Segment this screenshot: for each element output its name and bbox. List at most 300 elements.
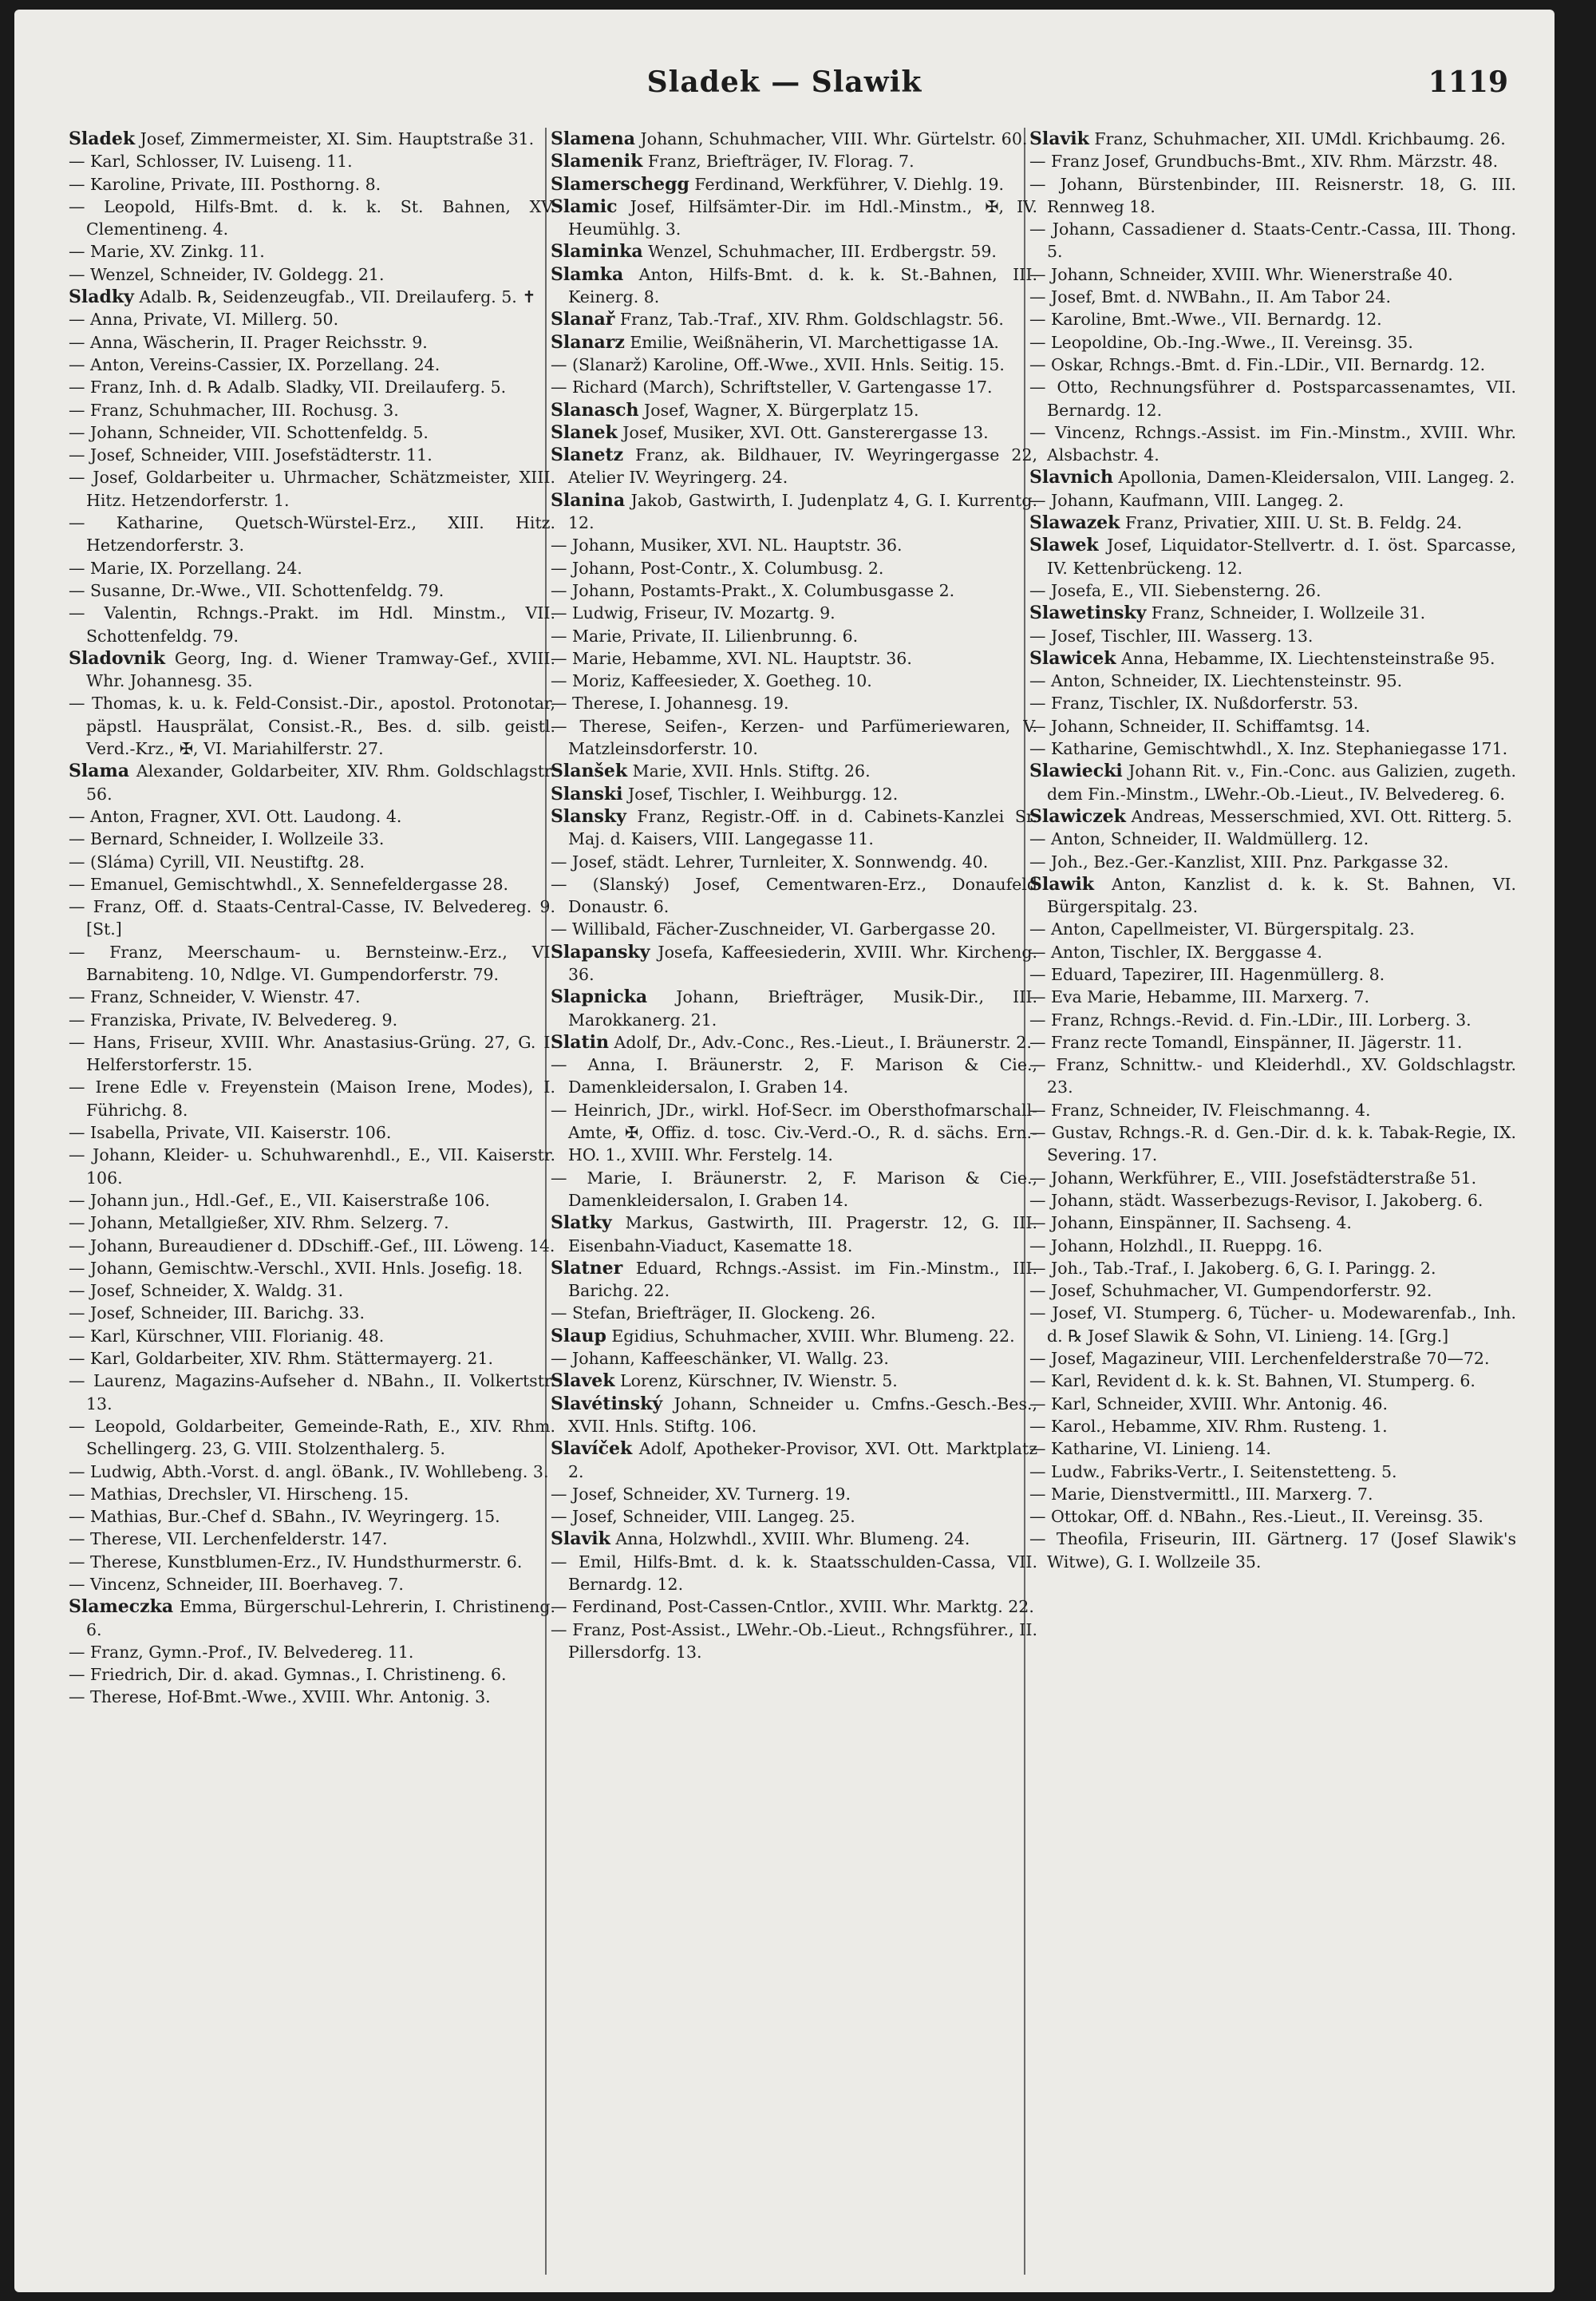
entry-text: — Franz, Rchngs.-Revid. d. Fin.-LDir., III. Lorberg. 3. bbox=[1029, 1010, 1472, 1030]
directory-entry bbox=[69, 331, 555, 354]
directory-entry bbox=[1029, 963, 1516, 986]
entry-text: Josef, Hilfsämter-Dir. im Hdl.-Minstm., ✠, IV. Heumühlg. 3. bbox=[568, 196, 1037, 239]
page-header bbox=[14, 65, 1555, 113]
entry-text: Ferdinand, Werkführer, V. Diehlg. 19. bbox=[689, 174, 1005, 194]
entry-text: — Anton, Tischler, IX. Berggasse 4. bbox=[1029, 942, 1322, 962]
entry-text: — Josef, Schneider, XV. Turnerg. 19. bbox=[551, 1484, 851, 1504]
directory-entry bbox=[1029, 873, 1516, 919]
directory-entry bbox=[69, 376, 555, 398]
entry-text: — Johann, Kleider- u. Schuhwarenhdl., E., VII. Kaiserstr. 106. bbox=[69, 1145, 555, 1188]
entry-text: — Vincenz, Rchngs.-Assist. im Fin.-Minstm., XVIII. Whr. Alsbachstr. 4. bbox=[1029, 422, 1516, 465]
entry-surname: Slawiczek bbox=[1029, 805, 1126, 827]
directory-entry bbox=[551, 331, 1037, 354]
entry-text: — Anton, Capellmeister, VI. Bürgerspitalg. 23. bbox=[1029, 919, 1415, 939]
entry-text: — Theofila, Friseurin, III. Gärtnerg. 17 (Josef Slawik's Witwe), G. I. Wollzeile 35. bbox=[1029, 1529, 1516, 1572]
entry-text: Emma, Bürgerschul-Lehrerin, I. Christineng. 6. bbox=[86, 1597, 555, 1639]
entry-text: Josef, Musiker, XVI. Ott. Gansterergasse 13. bbox=[617, 422, 989, 442]
entry-text: — Anna, Wäscherin, II. Prager Reichsstr. 9. bbox=[69, 332, 428, 352]
directory-entry bbox=[69, 354, 555, 376]
directory-entry bbox=[69, 1595, 555, 1641]
directory-entry bbox=[1029, 1235, 1516, 1257]
directory-entry bbox=[69, 240, 555, 263]
directory-entry bbox=[1029, 1167, 1516, 1189]
directory-entry bbox=[1029, 737, 1516, 760]
entry-text: — Karoline, Bmt.-Wwe., VII. Bernardg. 12. bbox=[1029, 310, 1382, 330]
entry-text: — Leopoldine, Ob.-Ing.-Wwe., II. Vereinsg. 35. bbox=[1029, 332, 1413, 352]
directory-entry bbox=[551, 805, 1037, 851]
entry-text: — Ludwig, Abth.-Vorst. d. angl. öBank., IV. Wohllebeng. 3. bbox=[69, 1461, 549, 1481]
entry-surname: Slavíček bbox=[551, 1438, 633, 1460]
directory-entry bbox=[1029, 1483, 1516, 1505]
directory-entry bbox=[551, 1325, 1037, 1347]
directory-entry bbox=[551, 263, 1037, 309]
directory-entry bbox=[1029, 579, 1516, 602]
entry-text: — Franz, Gymn.-Prof., IV. Belvedereg. 11. bbox=[69, 1642, 414, 1662]
entry-text: — Heinrich, JDr., wirkl. Hof-Secr. im Obersthofmarschall-Amte, ✠, Offiz. d. tosc. Civ.-Verd.-O., R. d. sächs. Ern.-HO. 1., XVIII. Whr. Ferstelg. 14. bbox=[551, 1100, 1037, 1165]
entry-text: Jakob, Gastwirth, I. Judenplatz 4, G. I. Kurrentg. 12. bbox=[568, 490, 1037, 533]
entry-text: — Johann, Holzhdl., II. Rueppg. 16. bbox=[1029, 1236, 1323, 1255]
entry-text: — Gustav, Rchngs.-R. d. Gen.-Dir. d. k. k. Tabak-Regie, IX. Severing. 17. bbox=[1029, 1123, 1516, 1165]
directory-entry bbox=[551, 1393, 1037, 1438]
entry-surname: Slavétinský bbox=[551, 1393, 663, 1414]
entry-text: — Wenzel, Schneider, IV. Goldegg. 21. bbox=[69, 264, 385, 284]
entry-text: — Johann, Schneider, XVIII. Whr. Wienerstraße 40. bbox=[1029, 264, 1453, 284]
directory-entry bbox=[69, 399, 555, 421]
entry-text: — Josef, städt. Lehrer, Turnleiter, X. Sonnwendg. 40. bbox=[551, 852, 989, 872]
column-2 bbox=[551, 128, 1037, 2283]
entry-text: — Stefan, Briefträger, II. Glockeng. 26. bbox=[551, 1303, 876, 1323]
entry-surname: Slawiecki bbox=[1029, 761, 1123, 782]
entry-text: — Marie, XV. Zinkg. 11. bbox=[69, 242, 265, 262]
directory-entry bbox=[69, 1505, 555, 1528]
directory-entry bbox=[69, 805, 555, 828]
directory-entry bbox=[69, 1212, 555, 1234]
entry-text: — Josef, Schneider, X. Waldg. 31. bbox=[69, 1281, 344, 1301]
page-number: 1119 bbox=[1428, 65, 1508, 99]
directory-entry bbox=[551, 1257, 1037, 1303]
entry-text: — (Slanský) Josef, Cementwaren-Erz., Donaufeld Donaustr. 6. bbox=[551, 874, 1037, 917]
entry-text: — Willibald, Fächer-Zuschneider, VI. Garbergasse 20. bbox=[551, 919, 997, 939]
directory-entry bbox=[69, 1009, 555, 1031]
directory-entry bbox=[551, 1031, 1037, 1054]
directory-entry bbox=[69, 828, 555, 850]
directory-entry bbox=[69, 579, 555, 602]
entry-surname: Slanek bbox=[551, 421, 618, 443]
entry-text: — Anton, Schneider, IX. Liechtensteinstr. 95. bbox=[1029, 671, 1403, 691]
directory-entry bbox=[551, 692, 1037, 714]
directory-entry bbox=[551, 444, 1037, 489]
directory-entry bbox=[551, 128, 1037, 150]
directory-entry bbox=[551, 760, 1037, 782]
directory-entry bbox=[1029, 1257, 1516, 1279]
entry-text: — Karol., Hebamme, XIV. Rhm. Rusteng. 1. bbox=[1029, 1416, 1388, 1436]
directory-entry bbox=[69, 1641, 555, 1663]
directory-entry bbox=[69, 286, 555, 308]
entry-text: Georg, Ing. d. Wiener Tramway-Gef., XVIII. Whr. Johannesg. 35. bbox=[86, 648, 555, 691]
directory-entry bbox=[551, 399, 1037, 421]
entry-text: — Eduard, Tapezirer, III. Hagenmüllerg. 8. bbox=[1029, 964, 1385, 984]
directory-entry bbox=[551, 986, 1037, 1031]
entry-text: — Franz recte Tomandl, Einspänner, II. Jägerstr. 11. bbox=[1029, 1032, 1463, 1052]
directory-entry bbox=[551, 1528, 1037, 1550]
entry-surname: Slawicek bbox=[1029, 647, 1116, 669]
directory-entry bbox=[551, 173, 1037, 196]
directory-entry bbox=[1029, 263, 1516, 286]
entry-text: — Emanuel, Gemischtwhdl., X. Sennefeldergasse 28. bbox=[69, 874, 508, 894]
entry-text: — Marie, Hebamme, XVI. NL. Hauptstr. 36. bbox=[551, 648, 912, 668]
directory-entry bbox=[551, 557, 1037, 579]
directory-entry bbox=[1029, 218, 1516, 263]
entry-surname: Slawazek bbox=[1029, 512, 1120, 534]
entry-text: Josef, Tischler, I. Weihburgg. 12. bbox=[622, 784, 899, 804]
directory-entry bbox=[1029, 851, 1516, 873]
entry-text: — Franz, Off. d. Staats-Central-Casse, IV. Belvedereg. 9. [St.] bbox=[69, 897, 555, 939]
directory-entry bbox=[551, 1054, 1037, 1099]
entry-text: — Johann, Kaufmann, VIII. Langeg. 2. bbox=[1029, 490, 1345, 510]
entry-text: — Otto, Rechnungsführer d. Postsparcassenamtes, VII. Bernardg. 12. bbox=[1029, 378, 1516, 420]
entry-text: Anton, Kanzlist d. k. k. St. Bahnen, VI. Bürgerspitalg. 23. bbox=[1047, 874, 1516, 917]
entry-text: — (Slanarž) Karoline, Off.-Wwe., XVII. Hnls. Seitig. 15. bbox=[551, 354, 1005, 374]
entry-text: Anna, Hebamme, IX. Liechtensteinstraße 95. bbox=[1116, 648, 1495, 668]
entry-text: Adolf, Apotheker-Provisor, XVI. Ott. Marktplatz 2. bbox=[568, 1439, 1037, 1481]
entry-text: Adalb. ℞, Seidenzeugfab., VII. Dreilauferg. 5. ✝ bbox=[133, 287, 536, 307]
entry-text: — Johann, Metallgießer, XIV. Rhm. Selzerg. 7. bbox=[69, 1213, 449, 1233]
directory-entry bbox=[1029, 466, 1516, 488]
directory-entry bbox=[1029, 534, 1516, 579]
entry-text: — Franz, Tischler, IX. Nußdorferstr. 53. bbox=[1029, 694, 1359, 714]
directory-entry bbox=[69, 1415, 555, 1461]
entry-text: Markus, Gastwirth, III. Pragerstr. 12, G. III. Eisenbahn-Viaduct, Kasematte 18. bbox=[568, 1213, 1037, 1255]
entry-text: — Eva Marie, Hebamme, III. Marxerg. 7. bbox=[1029, 987, 1369, 1007]
entry-text: — Josef, Goldarbeiter u. Uhrmacher, Schätzmeister, XIII. Hitz. Hetzendorferstr. 1. bbox=[69, 468, 555, 510]
entry-surname: Slanarz bbox=[551, 331, 625, 353]
entry-surname: Slawetinsky bbox=[1029, 603, 1147, 624]
entry-text: — Johann, Einspänner, II. Sachseng. 4. bbox=[1029, 1213, 1352, 1233]
entry-surname: Slamena bbox=[551, 128, 636, 149]
entry-text: — Karl, Schneider, XVIII. Whr. Antonig. 46. bbox=[1029, 1394, 1389, 1413]
directory-entry bbox=[1029, 715, 1516, 737]
entry-text: — Irene Edle v. Freyenstein (Maison Irene, Modes), I. Führichg. 8. bbox=[69, 1077, 555, 1120]
entry-text: Josef, Zimmermeister, XI. Sim. Hauptstraße 31. bbox=[135, 129, 535, 148]
entry-text: — Anton, Vereins-Cassier, IX. Porzellang. 24. bbox=[69, 354, 440, 374]
entry-text: — Marie, Dienstvermittl., III. Marxerg. 7. bbox=[1029, 1484, 1373, 1504]
entry-text: — Johann, Schneider, II. Schiffamtsg. 14. bbox=[1029, 716, 1371, 736]
entry-text: — Katharine, Gemischtwhdl., X. Inz. Stephaniegasse 171. bbox=[1029, 739, 1508, 759]
directory-entry bbox=[1029, 760, 1516, 805]
directory-entry bbox=[69, 557, 555, 579]
directory-entry bbox=[1029, 150, 1516, 172]
directory-entry bbox=[551, 941, 1037, 986]
directory-entry bbox=[69, 1551, 555, 1573]
entry-text: — Therese, VII. Lerchenfelderstr. 147. bbox=[69, 1529, 388, 1549]
entry-surname: Slawik bbox=[1029, 873, 1095, 895]
entry-text: — Ludwig, Friseur, IV. Mozartg. 9. bbox=[551, 603, 836, 623]
directory-entry bbox=[1029, 1415, 1516, 1437]
entry-text: — Vincenz, Schneider, III. Boerhaveg. 7. bbox=[69, 1575, 404, 1594]
entry-text: — Josef, Magazineur, VIII. Lerchenfelderstraße 70—72. bbox=[1029, 1349, 1490, 1369]
entry-text: — Isabella, Private, VII. Kaiserstr. 106. bbox=[69, 1123, 392, 1143]
entry-text: Franz, Schneider, I. Wollzeile 31. bbox=[1146, 603, 1426, 623]
entry-text: Franz, Briefträger, IV. Florag. 7. bbox=[642, 152, 915, 172]
entry-surname: Slanetz bbox=[551, 445, 624, 466]
directory-entry bbox=[1029, 173, 1516, 219]
entry-surname: Slanina bbox=[551, 489, 626, 511]
entry-surname: Slatky bbox=[551, 1212, 612, 1234]
directory-entry bbox=[551, 602, 1037, 624]
entry-text: — Johann, Schneider, VII. Schottenfeldg. 5. bbox=[69, 422, 429, 442]
entry-text: — Johann, Kaffeeschänker, VI. Wallg. 23. bbox=[551, 1349, 889, 1369]
entry-text: — Josefa, E., VII. Siebensterng. 26. bbox=[1029, 580, 1321, 600]
directory-entry bbox=[1029, 331, 1516, 354]
entry-text: Apollonia, Damen-Kleidersalon, VIII. Langeg. 2. bbox=[1113, 468, 1515, 488]
entry-text: — Franz, Post-Assist., LWehr.-Ob.-Lieut., Rchngsführer., II. Pillersdorfg. 13. bbox=[551, 1619, 1037, 1662]
entry-text: Franz, Privatier, XIII. U. St. B. Feldg. 24. bbox=[1120, 513, 1463, 533]
entry-text: Andreas, Messerschmied, XVI. Ott. Ritterg. 5. bbox=[1125, 806, 1512, 826]
directory-entry bbox=[551, 1505, 1037, 1528]
entry-text: Anton, Hilfs-Bmt. d. k. k. St.-Bahnen, III. Keinerg. 8. bbox=[568, 264, 1037, 307]
entry-surname: Slavik bbox=[1029, 128, 1089, 149]
entry-surname: Slamka bbox=[551, 263, 624, 285]
directory-entry bbox=[1029, 670, 1516, 692]
directory-entry bbox=[551, 715, 1037, 761]
directory-entry bbox=[69, 1461, 555, 1483]
entry-text: Egidius, Schuhmacher, XVIII. Whr. Blumeng. 22. bbox=[606, 1326, 1015, 1346]
directory-entry bbox=[69, 1347, 555, 1370]
directory-entry bbox=[551, 1551, 1037, 1596]
entry-text: — Karl, Kürschner, VIII. Florianig. 48. bbox=[69, 1326, 385, 1346]
directory-entry bbox=[69, 602, 555, 647]
entry-text: — Franz Josef, Grundbuchs-Bmt., XIV. Rhm. Märzstr. 48. bbox=[1029, 152, 1499, 172]
entry-text: Johann, Schuhmacher, VIII. Whr. Gürtelstr. 60. bbox=[635, 129, 1028, 148]
directory-entry bbox=[1029, 1461, 1516, 1483]
directory-entry bbox=[69, 1031, 555, 1077]
directory-entry bbox=[551, 873, 1037, 919]
directory-entry bbox=[69, 1686, 555, 1708]
directory-entry bbox=[69, 760, 555, 805]
entry-surname: Slanař bbox=[551, 309, 615, 330]
directory-entry bbox=[69, 1076, 555, 1121]
directory-entry bbox=[69, 851, 555, 873]
directory-entry bbox=[69, 444, 555, 466]
directory-entry bbox=[1029, 286, 1516, 308]
directory-entry bbox=[551, 647, 1037, 670]
directory-entry bbox=[69, 1279, 555, 1302]
directory-entry bbox=[1029, 1212, 1516, 1234]
entry-text: — Johann jun., Hdl.-Gef., E., VII. Kaiserstraße 106. bbox=[69, 1190, 491, 1210]
entry-text: — Josef, VI. Stumperg. 6, Tücher- u. Modewarenfab., Inh. d. ℞ Josef Slawik & Sohn, VI. Linieng. 14. [Grg.] bbox=[1029, 1303, 1516, 1346]
entry-surname: Slamic bbox=[551, 196, 618, 217]
entry-text: — Ludw., Fabriks-Vertr., I. Seitenstetteng. 5. bbox=[1029, 1461, 1397, 1481]
entry-text: — Therese, Hof-Bmt.-Wwe., XVIII. Whr. Antonig. 3. bbox=[69, 1687, 491, 1707]
directory-entry bbox=[551, 1619, 1037, 1664]
entry-text: Franz, Tab.-Traf., XIV. Rhm. Goldschlagstr. 56. bbox=[614, 310, 1004, 330]
directory-entry bbox=[69, 308, 555, 330]
entry-text: — Anna, Private, VI. Millerg. 50. bbox=[69, 310, 339, 330]
entry-text: Josef, Liquidator-Stellvertr. d. I. öst. Sparcasse, IV. Kettenbrückeng. 12. bbox=[1047, 536, 1516, 578]
entry-text: Josefa, Kaffeesiederin, XVIII. Whr. Kircheng. 36. bbox=[568, 942, 1037, 984]
directory-entry bbox=[69, 1144, 555, 1189]
entry-text: — Joh., Tab.-Traf., I. Jakoberg. 6, G. I. Paringg. 2. bbox=[1029, 1258, 1436, 1278]
entry-text: — Anton, Fragner, XVI. Ott. Laudong. 4. bbox=[69, 806, 402, 826]
entry-surname: Slamenik bbox=[551, 151, 643, 172]
directory-entry bbox=[551, 625, 1037, 647]
entry-text: — Johann, Bürstenbinder, III. Reisnerstr. 18, G. III. Rennweg 18. bbox=[1029, 174, 1516, 216]
entry-text: Eduard, Rchngs.-Assist. im Fin.-Minstm., III. Barichg. 22. bbox=[568, 1258, 1037, 1301]
entry-text: — Mathias, Bur.-Chef d. SBahn., IV. Weyringerg. 15. bbox=[69, 1507, 500, 1527]
directory-entry bbox=[1029, 1437, 1516, 1460]
entry-text: — Anton, Schneider, II. Waldmüllerg. 12. bbox=[1029, 829, 1369, 849]
entry-text: — Johann, Gemischtw.-Verschl., XVII. Hnls. Josefig. 18. bbox=[69, 1258, 523, 1278]
directory-entry bbox=[69, 128, 555, 150]
directory-entry bbox=[69, 1325, 555, 1347]
entry-text: — Susanne, Dr.-Wwe., VII. Schottenfeldg. 79. bbox=[69, 580, 444, 600]
entry-surname: Slapansky bbox=[551, 941, 650, 963]
entry-surname: Slavnich bbox=[1029, 467, 1114, 488]
directory-entry bbox=[1029, 625, 1516, 647]
directory-entry bbox=[69, 873, 555, 895]
directory-entry bbox=[1029, 376, 1516, 421]
entry-text: — Katharine, Quetsch-Würstel-Erz., XIII. Hitz. Hetzendorferstr. 3. bbox=[69, 513, 555, 555]
entry-text: — Franz, Inh. d. ℞ Adalb. Sladky, VII. Dreilauferg. 5. bbox=[69, 378, 507, 397]
entry-text: — Karl, Schlosser, IV. Luiseng. 11. bbox=[69, 152, 353, 172]
directory-entry bbox=[551, 421, 1037, 444]
entry-text: — Karoline, Private, III. Posthorng. 8. bbox=[69, 174, 381, 194]
entry-text: Franz, Schuhmacher, XII. UMdl. Krichbaumg. 26. bbox=[1088, 129, 1506, 148]
directory-entry bbox=[69, 692, 555, 760]
entry-text: — Laurenz, Magazins-Aufseher d. NBahn., II. Volkertstr. 13. bbox=[69, 1371, 555, 1413]
directory-entry bbox=[69, 941, 555, 986]
directory-entry bbox=[551, 1302, 1037, 1324]
entry-text: — Josef, Schneider, VIII. Josefstädterstr. 11. bbox=[69, 445, 433, 465]
directory-entry bbox=[1029, 421, 1516, 467]
entry-text: — Johann, Post-Contr., X. Columbusg. 2. bbox=[551, 558, 884, 578]
entry-text: — Johann, Cassadiener d. Staats-Centr.-Cassa, III. Thong. 5. bbox=[1029, 219, 1516, 262]
entry-text: — Bernard, Schneider, I. Wollzeile 33. bbox=[69, 829, 385, 849]
entry-text: — Josef, Bmt. d. NWBahn., II. Am Tabor 24. bbox=[1029, 287, 1391, 307]
entry-text: — Ferdinand, Post-Cassen-Cntlor., XVIII. Whr. Marktg. 22. bbox=[551, 1597, 1034, 1617]
entry-text: — Moriz, Kaffeesieder, X. Goetheg. 10. bbox=[551, 671, 872, 691]
directory-entry bbox=[1029, 1099, 1516, 1121]
entry-surname: Slanšek bbox=[551, 761, 628, 782]
directory-entry bbox=[551, 579, 1037, 602]
directory-entry bbox=[551, 1347, 1037, 1370]
directory-entry bbox=[69, 1257, 555, 1279]
directory-entry bbox=[551, 1167, 1037, 1212]
entry-text: — Johann, städt. Wasserbezugs-Revisor, I. Jakoberg. 6. bbox=[1029, 1190, 1483, 1210]
directory-entry bbox=[1029, 1279, 1516, 1302]
entry-surname: Slaminka bbox=[551, 241, 643, 263]
entry-surname: Slavek bbox=[551, 1370, 615, 1392]
entry-text: — Franziska, Private, IV. Belvedereg. 9. bbox=[69, 1010, 398, 1030]
entry-text: — Joh., Bez.-Ger.-Kanzlist, XIII. Pnz. Parkgasse 32. bbox=[1029, 852, 1449, 872]
entry-text: — Oskar, Rchngs.-Bmt. d. Fin.-LDir., VII. Bernardg. 12. bbox=[1029, 354, 1486, 374]
directory-entry bbox=[69, 1235, 555, 1257]
directory-entry bbox=[69, 1370, 555, 1415]
directory-page bbox=[14, 10, 1555, 2292]
entry-surname: Slatin bbox=[551, 1031, 610, 1053]
directory-entry bbox=[69, 150, 555, 172]
entry-text: — Franz, Schnittw.- und Kleiderhdl., XV. Goldschlagstr. 23. bbox=[1029, 1055, 1516, 1097]
directory-entry bbox=[1029, 828, 1516, 850]
entry-surname: Slanski bbox=[551, 783, 623, 805]
entry-text: — Johann, Musiker, XVI. NL. Hauptstr. 36. bbox=[551, 536, 903, 555]
entry-surname: Slamerschegg bbox=[551, 173, 689, 195]
entry-text: — Josef, Schneider, III. Barichg. 33. bbox=[69, 1303, 365, 1323]
directory-entry bbox=[1029, 1121, 1516, 1167]
directory-entry bbox=[69, 895, 555, 941]
directory-entry bbox=[69, 421, 555, 444]
directory-entry bbox=[1029, 1189, 1516, 1212]
directory-entry bbox=[1029, 489, 1516, 512]
entry-text: — Anna, I. Bräunerstr. 2, F. Marison & Cie., Damenkleidersalon, I. Graben 14. bbox=[551, 1055, 1037, 1097]
directory-entry bbox=[551, 1099, 1037, 1167]
entry-surname: Slaup bbox=[551, 1325, 606, 1346]
running-title: Sladek — Slawik bbox=[646, 65, 922, 99]
entry-text: — Marie, I. Bräunerstr. 2, F. Marison & Cie., Damenkleidersalon, I. Graben 14. bbox=[551, 1168, 1037, 1210]
entry-text: Franz, ak. Bildhauer, IV. Weyringergasse 22, Atelier IV. Weyringerg. 24. bbox=[568, 445, 1037, 488]
column-1 bbox=[69, 128, 555, 2283]
entry-text: — Franz, Meerschaum- u. Bernsteinw.-Erz., VI. Barnabiteng. 10, Ndlge. VI. Gumpendorferstr. 79. bbox=[69, 942, 555, 984]
directory-entry bbox=[1029, 308, 1516, 330]
entry-text: Johann, Briefträger, Musik-Dir., III. Marokkanerg. 21. bbox=[568, 987, 1037, 1030]
directory-entry bbox=[551, 534, 1037, 556]
entry-text: Franz, Registr.-Off. in d. Cabinets-Kanzlei Sr. Maj. d. Kaisers, VIII. Langegasse 11. bbox=[568, 806, 1037, 849]
directory-entry bbox=[551, 1370, 1037, 1392]
directory-entry bbox=[551, 150, 1037, 172]
entry-text: — Friedrich, Dir. d. akad. Gymnas., I. Christineng. 6. bbox=[69, 1665, 507, 1685]
directory-entry bbox=[69, 466, 555, 512]
entry-text: — Katharine, VI. Linieng. 14. bbox=[1029, 1439, 1271, 1459]
entry-text: — Josef, Schuhmacher, VI. Gumpendorferstr. 92. bbox=[1029, 1281, 1432, 1301]
directory-entry bbox=[1029, 1528, 1516, 1573]
directory-entry bbox=[1029, 354, 1516, 376]
entry-surname: Sladky bbox=[69, 287, 134, 308]
entry-text: — Therese, Seifen-, Kerzen- und Parfümeriewaren, V. Matzleinsdorferstr. 10. bbox=[551, 716, 1037, 759]
directory-entry bbox=[69, 1663, 555, 1686]
entry-surname: Sladovnik bbox=[69, 647, 165, 669]
entry-text: Johann Rit. v., Fin.-Conc. aus Galizien, zugeth. dem Fin.-Minstm., LWehr.-Ob.-Lieut., IV. Belvedereg. 6. bbox=[1047, 761, 1516, 804]
entry-text: Adolf, Dr., Adv.-Conc., Res.-Lieut., I. Bräunerstr. 2. bbox=[609, 1032, 1032, 1052]
entry-text: — Richard (March), Schriftsteller, V. Gartengasse 17. bbox=[551, 378, 993, 397]
directory-entry bbox=[551, 489, 1037, 535]
entry-text: — Josef, Schneider, VIII. Langeg. 25. bbox=[551, 1507, 855, 1527]
directory-entry bbox=[1029, 1505, 1516, 1528]
directory-entry bbox=[551, 308, 1037, 330]
entry-text: — Hans, Friseur, XVIII. Whr. Anastasius-Grüng. 27, G. I. Helferstorferstr. 15. bbox=[69, 1032, 555, 1075]
directory-entry bbox=[1029, 941, 1516, 963]
entry-surname: Slavik bbox=[551, 1528, 610, 1550]
entry-text: Johann, Schneider u. Cmfns.-Gesch.-Bes., XVII. Hnls. Stiftg. 106. bbox=[568, 1394, 1037, 1436]
directory-entry bbox=[1029, 918, 1516, 940]
entry-text: — Franz, Schneider, IV. Fleischmanng. 4. bbox=[1029, 1100, 1371, 1120]
entry-surname: Slawek bbox=[1029, 535, 1099, 556]
directory-entry bbox=[1029, 1370, 1516, 1392]
directory-entry bbox=[1029, 692, 1516, 714]
directory-entry bbox=[551, 1437, 1037, 1483]
directory-entry bbox=[69, 1483, 555, 1505]
entry-text: — Thomas, k. u. k. Feld-Consist.-Dir., apostol. Protonotar, päpstl. Hausprälat, Consist.-R., Bes. d. silb. geistl. Verd.-Krz., ✠, VI. Mariahilferstr. 27. bbox=[69, 694, 555, 759]
directory-entry bbox=[69, 1573, 555, 1595]
entry-text: Anna, Holzwhdl., XVIII. Whr. Blumeng. 24. bbox=[610, 1529, 970, 1549]
entry-surname: Sladek bbox=[69, 128, 136, 149]
directory-entry bbox=[551, 1483, 1037, 1505]
entry-surname: Slameczka bbox=[69, 1596, 174, 1618]
entry-surname: Slatner bbox=[551, 1257, 623, 1279]
entry-text: Emilie, Weißnäherin, VI. Marchettigasse 1A. bbox=[624, 332, 999, 352]
entry-text: Marie, XVII. Hnls. Stiftg. 26. bbox=[627, 761, 871, 781]
entry-text: — Franz, Schuhmacher, III. Rochusg. 3. bbox=[69, 400, 399, 420]
directory-entry bbox=[69, 1302, 555, 1324]
